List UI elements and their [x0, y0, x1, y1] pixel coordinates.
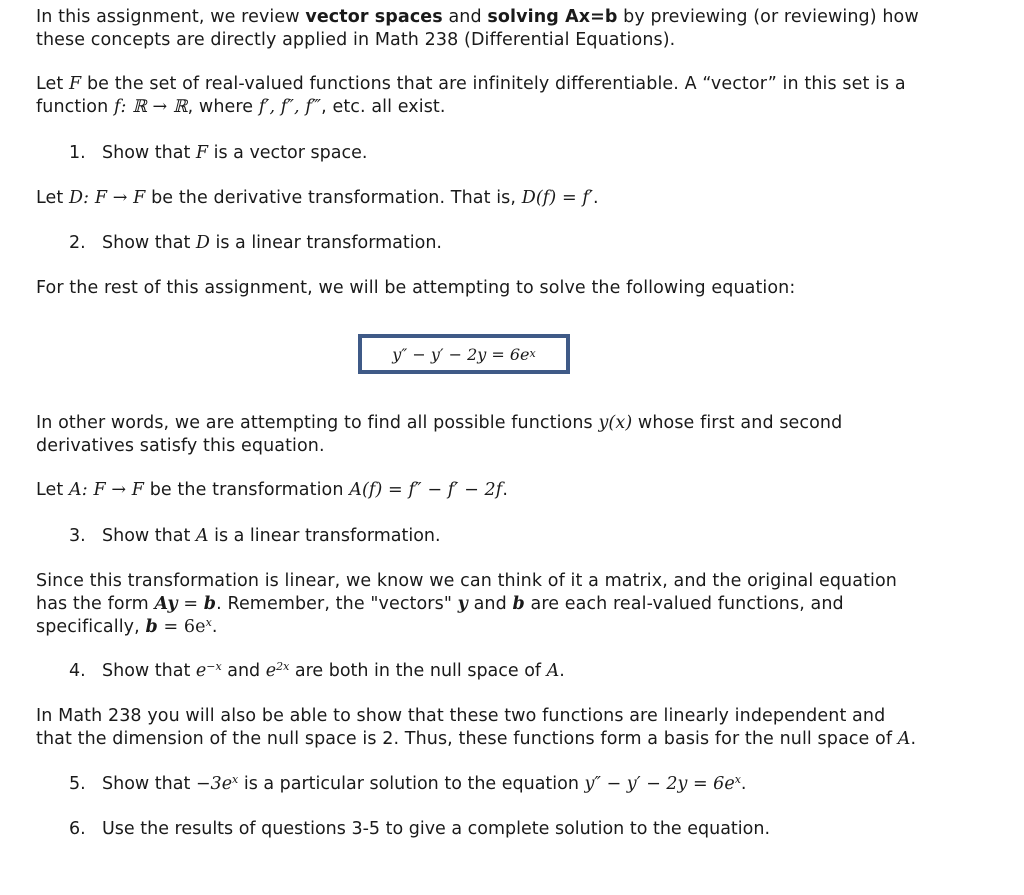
math-D-map: D: F → F: [69, 188, 146, 208]
text: is a linear transformation.: [209, 233, 442, 253]
text: and: [221, 661, 266, 681]
question-4: [36, 660, 1002, 683]
math-function-map: f: ℝ → ℝ: [113, 97, 188, 117]
text: .: [559, 661, 565, 681]
text: derivatives satisfy this equation.: [36, 436, 325, 456]
math-Ay: Ay: [154, 594, 178, 614]
text: is a particular solution to the equation: [238, 774, 585, 794]
math-derivatives: f′, f″, f‴: [258, 97, 322, 117]
question-number: 6.: [69, 819, 86, 839]
text: .: [211, 617, 218, 637]
text: , etc. all exist.: [321, 97, 446, 117]
text: be the set of real-valued functions that are infinitely differentiable. A “vector” in this set is a: [81, 74, 906, 94]
math-b: b: [203, 594, 217, 614]
text: .: [593, 188, 599, 208]
math-A-map: A: F → F: [69, 480, 145, 500]
intro-text: these concepts are directly applied in Math 238 (Differential Equations).: [36, 30, 676, 50]
question-1: [36, 142, 1002, 165]
text: Use the results of questions 3-5 to give a complete solution to the equation.: [102, 819, 771, 839]
text: are each real-valued functions, and: [524, 594, 844, 614]
paragraph-D: [36, 187, 996, 210]
math-exponent: 2x: [276, 660, 290, 673]
math-b: b: [512, 594, 525, 614]
paragraph-math238: [36, 705, 996, 751]
text: Since this transformation is linear, we know we can think of it a matrix, and the original equation: [36, 571, 897, 591]
intro-bold-vector-spaces: vector spaces: [305, 7, 443, 27]
text: Show that: [102, 661, 196, 681]
equation-box: y″ − y′ − 2y = 6e x: [358, 334, 570, 374]
question-number: 4.: [69, 661, 86, 681]
question-3: [36, 525, 1002, 548]
text: function: [36, 97, 114, 117]
text: Show that: [102, 143, 196, 163]
math-y-of-x: y(x): [598, 413, 633, 433]
math-F: F: [195, 143, 209, 163]
intro-paragraph: [36, 6, 996, 52]
text: .: [502, 480, 509, 500]
math-6ex: = 6e: [157, 617, 206, 637]
text: Let: [36, 74, 70, 94]
question-5: [36, 773, 1002, 796]
math-exponent: −x: [206, 660, 222, 673]
math-exponent: x: [205, 616, 212, 629]
math-A: A: [897, 729, 911, 749]
math-b: b: [145, 617, 158, 637]
text: Let: [36, 188, 70, 208]
math-A-def: A(f) = f″ − f′ − 2f: [349, 480, 503, 500]
text: Show that: [102, 526, 196, 546]
intro-text: by previewing (or reviewing) how: [617, 7, 919, 27]
math-F: F: [69, 74, 82, 94]
paragraph-rest: For the rest of this assignment, we will be attempting to solve the following equation:: [36, 278, 796, 298]
math-D: D: [195, 233, 210, 253]
question-number: 3.: [69, 526, 86, 546]
math-exponent: x: [232, 773, 239, 786]
math-exponent: x: [734, 773, 741, 786]
math-A: A: [546, 661, 560, 681]
intro-bold-solving: solving Ax=b: [487, 7, 618, 27]
paragraph-A: [36, 479, 996, 502]
text: that the dimension of the null space is 2. Thus, these functions form a basis for the null space of: [36, 729, 898, 749]
paragraph-F: [36, 73, 996, 119]
text: . Remember, the "vectors": [216, 594, 458, 614]
text: In other words, we are attempting to find all possible functions: [36, 413, 599, 433]
text: whose first and second: [632, 413, 843, 433]
text: , where: [187, 97, 259, 117]
text: .: [910, 729, 917, 749]
text: has the form: [36, 594, 155, 614]
question-2: [36, 232, 1002, 255]
math-A: A: [195, 526, 209, 546]
equation-text: y″ − y′ − 2y = 6e: [392, 344, 530, 364]
question-number: 2.: [69, 233, 86, 253]
intro-text: In this assignment, we review: [36, 7, 306, 27]
question-6: [36, 818, 1002, 841]
math-e: e: [265, 661, 277, 681]
math-equals: =: [177, 594, 204, 614]
math-e: e: [195, 661, 207, 681]
paragraph-other-words: [36, 412, 996, 458]
text: Show that: [102, 233, 196, 253]
math-equation: y″ − y′ − 2y = 6e: [584, 774, 735, 794]
math-solution: −3e: [195, 774, 233, 794]
text: be the derivative transformation. That is,: [145, 188, 522, 208]
math-D-def: D(f) = f′: [521, 188, 594, 208]
math-y: y: [457, 594, 468, 614]
intro-text: and: [442, 7, 488, 27]
text: is a linear transformation.: [208, 526, 441, 546]
paragraph-since: [36, 570, 996, 639]
text: .: [740, 774, 747, 794]
text: be the transformation: [144, 480, 350, 500]
text: Show that: [102, 774, 196, 794]
text: Let: [36, 480, 70, 500]
text: specifically,: [36, 617, 146, 637]
text: and: [467, 594, 513, 614]
question-number: 5.: [69, 774, 86, 794]
text: are both in the null space of: [289, 661, 547, 681]
text: In Math 238 you will also be able to show that these two functions are linearly independent and: [36, 706, 886, 726]
question-number: 1.: [69, 143, 86, 163]
text: is a vector space.: [208, 143, 368, 163]
